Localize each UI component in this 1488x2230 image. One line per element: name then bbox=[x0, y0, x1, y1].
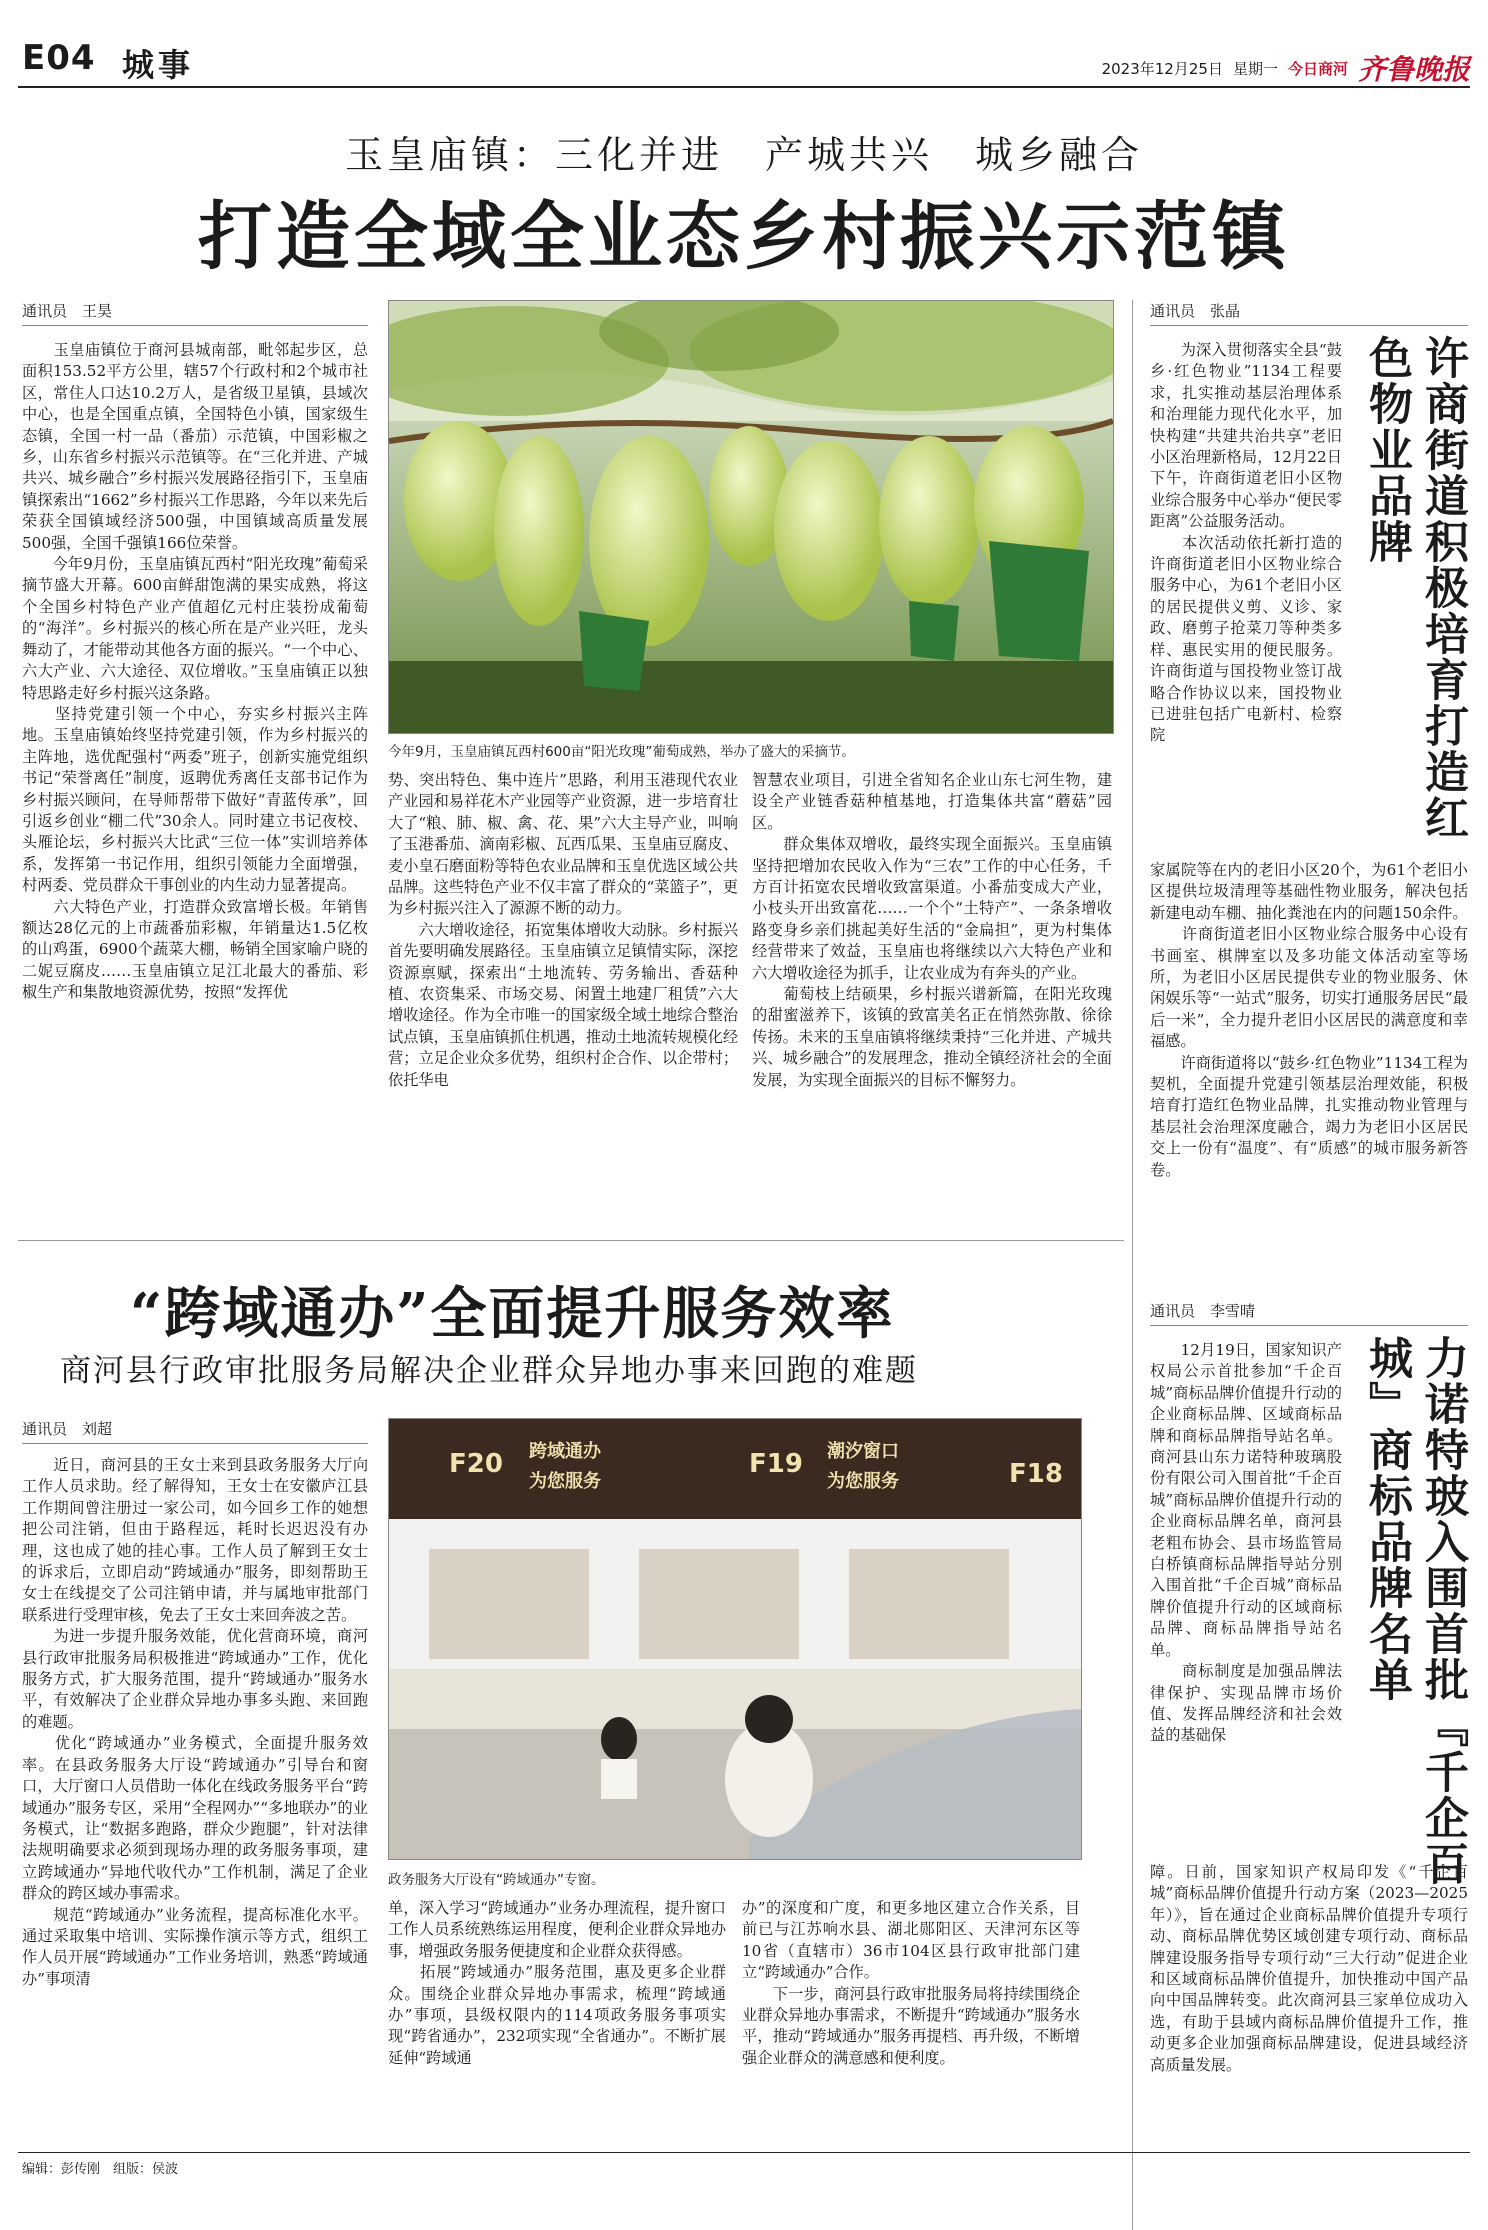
article1-byline: 通讯员 王昊 bbox=[22, 300, 368, 326]
sign-tidal-window: 潮汐窗口 bbox=[827, 1441, 899, 1462]
sign-service-1: 为您服务 bbox=[529, 1471, 601, 1492]
article1-col2-text: 势、突出特色、集中连片”思路，利用玉港现代农业产业园和易祥花木产业园等产业资源，进一步培育壮大了“粮、肺、椒、禽、花、果”六大主导产业，叫响了玉港番茄、滴南彩椒、瓦西瓜果、玉皇庙豆腐皮、麦小皇石磨面粉等特色农业品牌和玉皇优选区域公共品牌。这些特色产业不仅丰富了群众的“菜篮子”，更为乡村振兴注入了源源不断的动力。 六大增收途径，拓宽集体增收大动脉。乡村振兴首先要明确发展路径。玉皇庙镇立足镇情实际，深挖资源禀赋，探索出“土地流转、劳务输出、香菇种植、农资集采、市场交易、闲置土地建厂租赁”六大增收途径。作为全市唯一的国家级全域土地综合整治试点镇，玉皇庙镇抓住机遇，推动土地流转规模化经营；立足企业众多优势，组织村企合作、以企带村；依托华电 bbox=[388, 771, 738, 1089]
grape-photo-caption: 今年9月，玉皇庙镇瓦西村600亩“阳光玫瑰”葡萄成熟，举办了盛大的采摘节。 bbox=[388, 744, 855, 760]
column-divider bbox=[1132, 300, 1133, 2230]
article2-body-narrow-text: 为深入贯彻落实全县“鼓乡·红色物业”1134工程要求，扎实推动基层治理体系和治理能力现代化水平，加快构建“共建共治共享”老旧小区治理新格局，12月22日下午，许商街道老旧小区物业综合服务中心举办“便民零距离”公益服务活动。 本次活动依托新打造的许商街道老旧小区物业综合服务中心，为61个老旧小区的居民提供义剪、义诊、家政、磨剪子抢菜刀等种类多样、惠民实用的便民服务。许商街道与国投物业签订战略合作协议以来，国投物业已进驻包括广电新村、检察院 bbox=[1150, 341, 1342, 745]
article4-body-wide-text: 障。日前，国家知识产权局印发《“千企百城”商标品牌价值提升行动方案（2023—2025年）》，旨在通过企业商标品牌价值提升专项行动、商标品牌优势区域创建专项行动、商标品牌建设服务指导专项行动“三大行动”促进企业和区域商标品牌价值提升，加快推动中国产品向中国品牌转变。此次商河县三家单位成功入选，有助于县域内商标品牌价值提升工作，推动更多企业加强商标品牌建设，促进县域经济高质量发展。 bbox=[1150, 1863, 1468, 2074]
sign-f18: F18 bbox=[1009, 1459, 1063, 1489]
article3-col3-text: 办”的深度和广度，和更多地区建立合作关系，目前已与江苏响水县、湖北郧阳区、天津河东区等10省（直辖市）36市104区县行政审批部门建立“跨域通办”合作。 下一步，商河县行政审批服务局将持续围绕企业群众异地办事需求，不断提升“跨域通办”服务水平，推动“跨域通办”服务再提档、再升级，不断增强企业群众的满意感和便利度。 bbox=[742, 1899, 1080, 2067]
article3-col1-text: 近日，商河县的王女士来到县政务服务大厅向工作人员求助。经了解得知，王女士在安徽庐江县工作期间曾注册过一家公司，如今回乡工作的她想把公司注销，但由于路程远，耗时长迟迟没有办理，这也成了她的挂心事。工作人员了解到王女士的诉求后，立即启动“跨域通办”服务，即刻帮助王女士在线提交了公司注销申请，并与属地审批部门联系进行受理审核，免去了王女士来回奔波之苦。 为进一步提升服务效能，优化营商环境，商河县行政审批服务局积极推进“跨域通办”工作，优化服务方式，扩大服务范围，提升“跨域通办”服务水平，有效解决了企业群众异地办事多头跑、来回跑的难题。 优化“跨域通办”业务模式，全面提升服务效率。在县政务服务大厅设“跨域通办”引导台和窗口，大厅窗口人员借助一体化在线政务服务平台“跨域通办”服务专区，采用“全程网办”“多地联办”的业务模式，让“数据多跑路，群众少跑腿”，针对法律法规明确要求必须到现场办理的政务服务事项，建立跨域通办“异地代收代办”工作机制，满足了企业群众的跨区域办事需求。 规范“跨域通办”业务流程，提高标准化水平。通过采取集中培训、实际操作演示等方式，组织工作人员开展“跨域通办”工作业务培训，熟悉“跨域通办”事项清 bbox=[22, 1456, 368, 1988]
grape-photo-image bbox=[389, 301, 1113, 733]
article3-col1 bbox=[22, 1455, 368, 2145]
article4-body-narrow bbox=[1150, 1340, 1342, 1860]
service-hall-caption: 政务服务大厅设有“跨域通办”专窗。 bbox=[388, 1872, 605, 1888]
article2-body-wide-text: 家属院等在内的老旧小区20个，为61个老旧小区提供垃圾清理等基础性物业服务，解决包括新建电动车棚、抽化粪池在内的问题150余件。 许商街道老旧小区物业综合服务中心设有书画室、棋牌室以及多功能文体活动室等场所，为老旧小区居民提供专业的物业服务、休闲娱乐等“一站式”服务，切实打通服务居民“最后一米”，全力提升老旧小区居民的满意度和幸福感。 许商街道将以“鼓乡·红色物业”1134工程为契机，全面提升党建引领基层治理效能，积极培育打造红色物业品牌，扎实推动物业管理与基层社会治理深度融合，竭力为老旧小区居民交上一份有“温度”、有“质感”的城市服务新答卷。 bbox=[1150, 861, 1468, 1179]
sign-f20: F20 bbox=[449, 1449, 503, 1479]
article1-col3-text: 智慧农业项目，引进全省知名企业山东七河生物，建设全产业链香菇种植基地，打造集体共富“蘑菇”园区。 群众集体双增收，最终实现全面振兴。玉皇庙镇坚持把增加农民收入作为“三农”工作的中心任务，千方百计拓宽农民增收致富渠道。小番茄变成大产业，小枝头开出致富花……一个个“土特产”、一条条增收路变身乡亲们挑起美好生活的“金扁担”，更为村集体经营带来了效益，玉皇庙也将继续以六大特色产业和六大增收途径为抓手，让农业成为有奔头的产业。 葡萄枝上结硕果，乡村振兴谱新篇，在阳光玫瑰的甜蜜滋养下，该镇的致富美名正在悄然弥散、徐徐传扬。未来的玉皇庙镇将继续秉持“三化并进、产城共兴、城乡融合”的发展理念，推动全镇经济社会的全面发展，为实现全面振兴的目标不懈努力。 bbox=[752, 771, 1112, 1089]
article3-col2-text: 单，深入学习“跨域通办”业务办理流程，提升窗口工作人员系统熟练运用程度，便利企业群众异地办事，增强政务服务便捷度和企业群众获得感。 拓展“跨域通办”服务范围，惠及更多企业群众。围绕企业群众异地办事需求，梳理“跨域通办”事项，县级权限内的114项政务服务事项实现“跨省通办”，232项实现“全省通办”。不断扩展延伸“跨域通 bbox=[388, 1899, 726, 2067]
article3-byline: 通讯员 刘超 bbox=[22, 1418, 368, 1444]
service-hall-image bbox=[389, 1419, 1081, 1859]
footer-rule bbox=[18, 2152, 1470, 2153]
article3-title: “跨域通办”全面提升服务效率 bbox=[130, 1281, 895, 1347]
date: 2023年12月25日 bbox=[1101, 59, 1223, 78]
weekday: 星期一 bbox=[1232, 59, 1278, 78]
article1-col1-text: 玉皇庙镇位于商河县城南部，毗邻起步区，总面积153.52平方公里，辖57个行政村和2个城市社区，常住人口达10.2万人，是省级卫星镇，县域次中心，也是全国重点镇，全国特色小镇，国家级生态镇，全国一村一品（番茄）示范镇，中国彩椒之乡，山东省乡村振兴示范镇等。在“三化并进、产城共兴、城乡融合”乡村振兴发展路径指引下，玉皇庙镇探索出“1662”乡村振兴工作思路，今年以来先后荣获全国镇域经济500强，中国镇域高质量发展500强，全国千强镇166位荣誉。 今年9月份，玉皇庙镇瓦西村“阳光玫瑰”葡萄采摘节盛大开幕。600亩鲜甜饱满的果实成熟，将这个全国乡村特色产业产值超亿元村庄装扮成葡萄的“海洋”。乡村振兴的核心所在是产业兴旺，龙头舞动了，才能带动其他各方面的振兴。“一个中心、六大产业、六大途径、双位增收。”玉皇庙镇正以独特思路走好乡村振兴这条路。 坚持党建引领一个中心，夯实乡村振兴主阵地。玉皇庙镇始终坚持党建引领，作为乡村振兴的主阵地，选优配强村“两委”班子，创新实施党组织书记“荣誉离任”制度，返聘优秀离任支部书记作为乡村振兴顾问，在导师帮带下做好“青蓝传承”，回引返乡创业“棚二代”30余人。同时建立书记夜校、头雁论坛，乡村振兴大比武“三位一体”实训培养体系，发挥第一书记作用，组织引领能力全面增强，村两委、党员群众干事创业的内生动力显著提高。 六大特色产业，打造群众致富增长极。年销售额达28亿元的上市蔬番茄彩椒，年销量达1.5亿枚的山鸡蛋，6900个蔬菜大棚，畅销全国家喻户晓的二妮豆腐皮……玉皇庙镇立足江北最大的番茄、彩椒生产和集散地资源优势，按照“发挥优 bbox=[22, 341, 368, 1002]
article1-title: 打造全域全业态乡村振兴示范镇 bbox=[198, 194, 1290, 280]
header-rule bbox=[18, 86, 1470, 88]
article4-byline: 通讯员 李雪晴 bbox=[1150, 1300, 1468, 1326]
grape-photo bbox=[388, 300, 1114, 734]
article2-body-wide bbox=[1150, 860, 1468, 1220]
article1-col2 bbox=[388, 770, 738, 1220]
section-name: 城事 bbox=[122, 46, 195, 84]
service-hall-photo bbox=[388, 1418, 1082, 1860]
article1-col1 bbox=[22, 340, 368, 1220]
article3-col3 bbox=[742, 1898, 1080, 2148]
section-divider bbox=[18, 1240, 1124, 1241]
article4-body-narrow-text: 12月19日，国家知识产权局公示首批参加“千企百城”商标品牌价值提升行动的企业商标品牌、区域商标品牌和商标品牌指导站名单。商河县山东力诺特种玻璃股份有限公司入围首批“千企百城”商标品牌价值提升行动的企业商标品牌名单，商河县老粗布协会、县市场监管局白桥镇商标品牌指导站分别入围首批“千企百城”商标品牌价值提升行动的区域商标品牌、商标品牌指导站名单。 商标制度是加强品牌法律保护、实现品牌市场价值、发挥品牌经济和社会效益的基础保 bbox=[1150, 1341, 1342, 1745]
article2-byline: 通讯员 张晶 bbox=[1150, 300, 1468, 326]
edition-name: 今日商河 bbox=[1287, 59, 1348, 78]
article2-title: 许商街道积极培育打造红色物业品牌 bbox=[1361, 335, 1468, 841]
article1-col3 bbox=[752, 770, 1112, 1220]
article3-col2 bbox=[388, 1898, 726, 2148]
article1-subtitle: 玉皇庙镇：三化并进 产城共兴 城乡融合 bbox=[344, 133, 1143, 177]
sign-f19: F19 bbox=[749, 1449, 803, 1479]
sign-cross-region: 跨域通办 bbox=[529, 1441, 601, 1462]
page-number: E04 bbox=[22, 38, 96, 78]
newspaper-logo: 齐鲁晚报 bbox=[1357, 53, 1470, 86]
editor-credit: 编辑：彭传刚 组版：侯波 bbox=[22, 2162, 179, 2177]
article4-body-wide bbox=[1150, 1862, 1468, 2152]
article4-title: 力诺特玻入围首批『千企百城』商标品牌名单 bbox=[1361, 1335, 1468, 1887]
header-meta bbox=[1102, 48, 1470, 88]
article2-body-narrow bbox=[1150, 340, 1342, 860]
article3-subtitle: 商河县行政审批服务局解决企业群众异地办事来回跑的难题 bbox=[60, 1353, 918, 1389]
sign-service-2: 为您服务 bbox=[827, 1471, 899, 1492]
